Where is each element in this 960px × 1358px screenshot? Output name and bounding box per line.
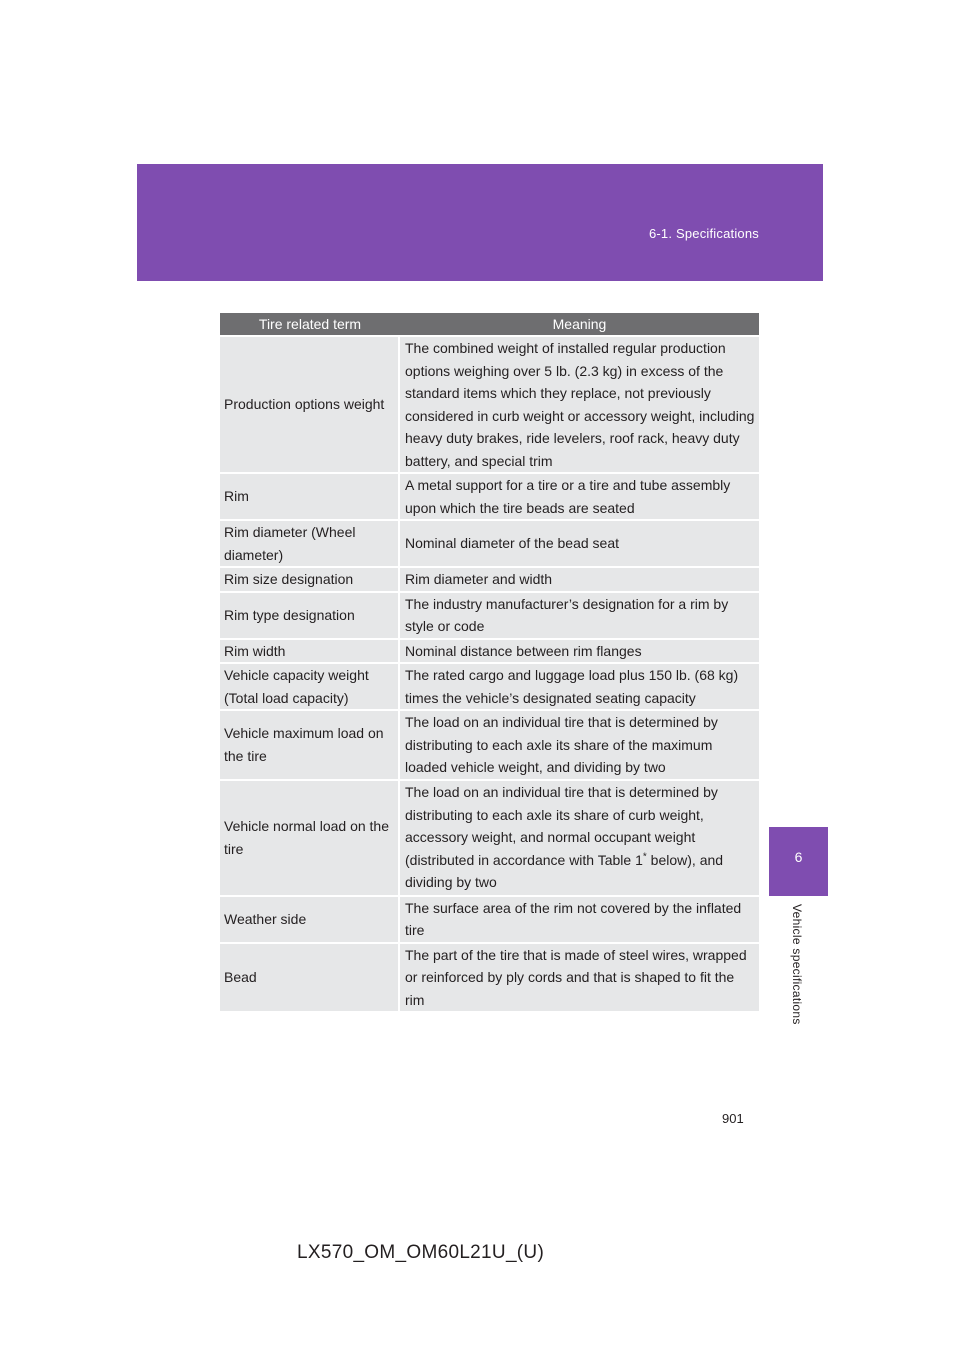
table-row <box>220 781 759 895</box>
meaning-text-after: below), and dividing by two <box>405 851 724 891</box>
meaning-cell: Nominal diameter of the bead seat <box>400 521 759 566</box>
table-row <box>220 521 759 566</box>
meaning-text-before: The load on an individual tire that is determined by distributing to each axle its share of curb weight, accessory weight, and normal occupant weight (distributed in accordance with Table 1 <box>405 784 718 868</box>
tire-terms-table <box>220 311 759 1013</box>
meaning-cell: The surface area of the rim not covered by the inflated tire <box>400 897 759 942</box>
term-cell: Rim size designation <box>220 568 400 591</box>
meaning-cell: The combined weight of installed regular production options weighing over 5 lb. (2.3 kg) in excess of the standard items which they replace, not previously considered in curb weight or accessory weight, including heavy duty brakes, ride levelers, roof rack, heavy duty battery, and special trim <box>400 337 759 472</box>
header-band <box>137 164 823 281</box>
table-row <box>220 944 759 1012</box>
table-row <box>220 568 759 591</box>
meaning-cell <box>400 781 759 895</box>
table-row <box>220 897 759 942</box>
meaning-cell: The load on an individual tire that is determined by distributing to each axle its share of the maximum loaded vehicle weight, and dividing by two <box>400 711 759 779</box>
term-cell: Weather side <box>220 897 400 942</box>
table-row <box>220 593 759 638</box>
chapter-number: 6 <box>794 849 803 865</box>
table-row <box>220 474 759 519</box>
meaning-cell: Nominal distance between rim flanges <box>400 640 759 663</box>
section-title: 6-1. Specifications <box>648 226 759 241</box>
term-cell: Production options weight <box>220 337 400 472</box>
chapter-label <box>791 904 807 1044</box>
term-cell: Rim type designation <box>220 593 400 638</box>
meaning-cell: A metal support for a tire or a tire and tube assembly upon which the tire beads are seated <box>400 474 759 519</box>
column-header-meaning: Meaning <box>400 313 759 335</box>
meaning-cell: The rated cargo and luggage load plus 150 lb. (68 kg) times the vehicle’s designated seating capacity <box>400 664 759 709</box>
chapter-label-text: Vehicle specifications <box>790 904 804 1025</box>
table-header-row <box>220 313 759 335</box>
term-cell: Vehicle maximum load on the tire <box>220 711 400 779</box>
term-cell: Rim diameter (Wheel diameter) <box>220 521 400 566</box>
footnote-mark: * <box>642 851 647 863</box>
term-cell: Vehicle capacity weight (Total load capacity) <box>220 664 400 709</box>
chapter-tab[interactable] <box>769 827 828 896</box>
page-number: 901 <box>722 1111 744 1126</box>
meaning-cell: The industry manufacturer’s designation for a rim by style or code <box>400 593 759 638</box>
term-cell: Rim width <box>220 640 400 663</box>
table-row <box>220 664 759 709</box>
column-header-term: Tire related term <box>220 313 400 335</box>
table-row <box>220 711 759 779</box>
term-cell: Vehicle normal load on the tire <box>220 781 400 895</box>
term-cell: Rim <box>220 474 400 519</box>
document-code: LX570_OM_OM60L21U_(U) <box>297 1242 545 1263</box>
term-cell: Bead <box>220 944 400 1012</box>
table-row <box>220 640 759 663</box>
table-row <box>220 337 759 472</box>
meaning-cell: The part of the tire that is made of steel wires, wrapped or reinforced by ply cords and that is shaped to fit the rim <box>400 944 759 1012</box>
meaning-cell: Rim diameter and width <box>400 568 759 591</box>
